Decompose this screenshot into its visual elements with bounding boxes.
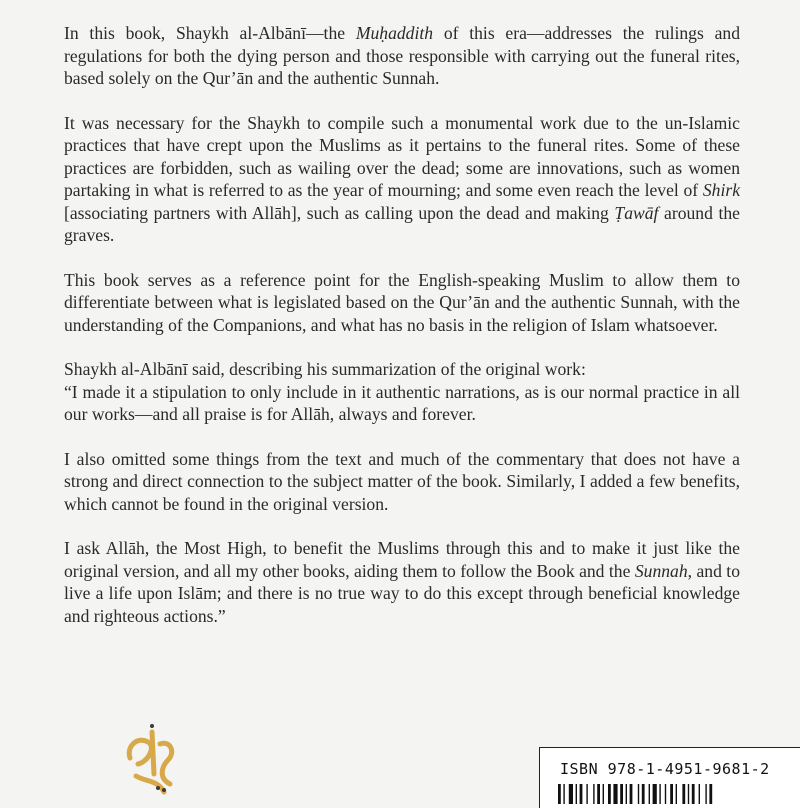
barcode-bar [709,784,712,804]
paragraph-intro [64,22,740,90]
barcode-bar [699,784,700,804]
logo-graphic [118,718,188,800]
paragraph-necessity [64,112,740,247]
text-run: of this era—addresses the rulings and regulations for both the dying person and those responsible with carrying out the funeral rites, based solely on the Qur’ān and the authentic Sunnah. [64,23,740,88]
description-text [64,22,740,649]
text-run: “I made it a stipulation to only include in it authentic narrations, as is our normal practice in all our works—and all praise is for Allāh, always and forever. [64,381,740,424]
text-run: In this book, Shaykh al-Albānī—the [64,23,356,43]
text-run: I ask Allāh, the Most High, to benefit the Muslims through this and to make it just like the original version, and all my other books, aiding them to follow the Book and the [64,538,740,581]
paragraph-quote-2 [64,448,740,516]
text-run: Shaykh al-Albānī said, describing his summarization of the original work: [64,359,586,379]
paragraph-quote-1 [64,381,740,426]
barcode-bar [688,784,689,804]
barcode-bar [603,784,604,804]
text-run: , and to live a life upon Islām; and there is no true way to do this except through beneficial knowledge and righteous actions.” [64,560,740,626]
barcode-bar [692,784,695,804]
barcode-bar [676,784,677,804]
barcode-bar [670,784,673,804]
barcode-bars-icon [558,784,783,804]
barcode-bar [576,784,577,804]
emphasis-tawaf: Ṭawāf [614,202,659,223]
barcode-bar [620,784,623,804]
paragraph-quote-intro [64,358,740,381]
barcode-bar [665,784,666,804]
text-run: It was necessary for the Shaykh to compile such a monumental work due to the un-Islamic practices that have crept upon the Muslims as it pertains to the funeral rites. Some of these practices are forbidden, such as wailing over the dead; some are innovations, such as women partaking in what is referred to as the year of mourning; and some even reach the level of [64,112,740,200]
barcode-bar [649,784,650,804]
barcode-bar [613,784,617,804]
barcode-bar [630,784,633,804]
barcode-bar [638,784,639,804]
emphasis-shirk: Shirk [702,180,740,200]
isbn-text: ISBN 978-1-4951-9681-2 [560,760,770,778]
text-run: This book serves as a reference point for the English-speaking Muslim to allow them to differentiate between what is legislated based on the Qur’ān and the authentic Sunnah, with the understanding of the Companions, and what has no basis in the religion of Islam whatsoever. [64,269,740,335]
barcode-bar [653,784,657,804]
barcode-bar [569,784,573,804]
barcode-bar [682,784,685,804]
text-run: I also omitted some things from the text and much of the commentary that does not have a strong and direct connection to the subject matter of the book. Similarly, I added a few benefits, which cannot be found in the original version. [64,448,740,514]
paragraph-quote-3 [64,537,740,627]
barcode-bar [563,784,564,804]
barcode-bar [593,784,594,804]
barcode-bar [608,784,611,804]
barcode-bar [558,784,561,804]
barcode-bar [626,784,627,804]
barcode-box [539,747,800,808]
barcode-bar [597,784,600,804]
barcode-bar [642,784,645,804]
barcode-bar [586,784,587,804]
emphasis-muhaddith: Muḥaddith [355,23,434,43]
barcode-bar [659,784,660,804]
paragraph-reference [64,269,740,337]
emphasis-sunnah: Sunnah [634,560,688,581]
text-run: [associating partners with Allāh], such as calling upon the dead and making [64,202,615,223]
barcode-bar [580,784,583,804]
arabic-calligraphy-logo-icon [118,718,188,800]
text-run: around the graves. [64,202,740,245]
barcode-bar [705,784,706,804]
